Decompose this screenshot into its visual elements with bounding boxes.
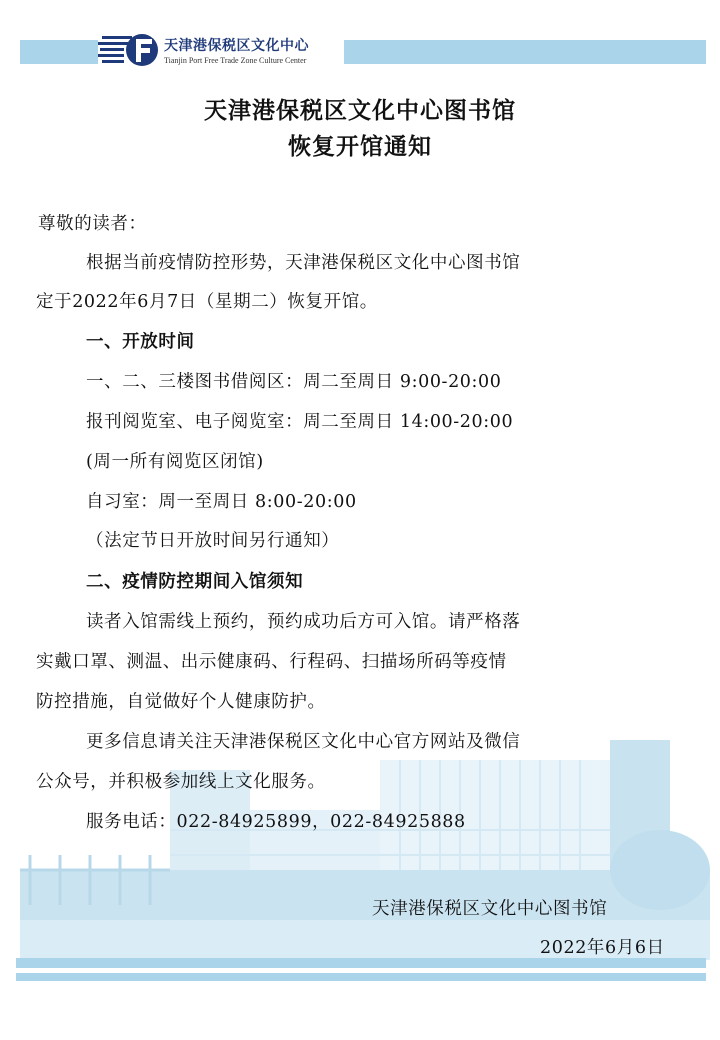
- paragraph-1-line-2: 定于2022年6月7日（星期二）恢复开馆。: [36, 292, 378, 312]
- paragraph-2-line-1: 读者入馆需线上预约，预约成功后方可入馆。请严格落: [86, 612, 521, 632]
- section-heading-entry-rules: 二、疫情防控期间入馆须知: [86, 572, 304, 592]
- paragraph-1-line-1: 根据当前疫情防控形势，天津港保税区文化中心图书馆: [86, 253, 521, 273]
- hours-holiday-note: （法定节日开放时间另行通知）: [86, 531, 340, 551]
- paragraph-2-line-3: 防控措施，自觉做好个人健康防护。: [36, 692, 326, 712]
- culture-center-logo: [96, 30, 346, 74]
- hours-study-room: 自习室：周一至周日 8:00-20:00: [86, 492, 357, 512]
- notice-subtitle: 恢复开馆通知: [288, 134, 432, 160]
- section-heading-hours: 一、开放时间: [86, 332, 195, 352]
- header-bar-right: [344, 40, 706, 64]
- signature-organization: 天津港保税区文化中心图书馆: [372, 899, 608, 919]
- service-phone: 服务电话：022-84925899，022-84925888: [86, 812, 466, 832]
- hours-lending-area: 一、二、三楼图书借阅区：周二至周日 9:00-20:00: [86, 372, 502, 392]
- greeting: 尊敬的读者：: [38, 214, 147, 234]
- culture-center-emblem-icon: [96, 30, 160, 70]
- hours-reading-rooms: 报刊阅览室、电子阅览室：周二至周日 14:00-20:00: [86, 412, 514, 432]
- logo-english-name: Tianjin Port Free Trade Zone Culture Center: [164, 56, 307, 65]
- paragraph-3-line-2: 公众号，并积极参加线上文化服务。: [36, 772, 326, 792]
- logo-chinese-name: 天津港保税区文化中心: [164, 38, 309, 54]
- header-bar-left: [20, 40, 98, 64]
- footer-bar-bottom: [16, 973, 706, 981]
- paragraph-3-line-1: 更多信息请关注天津港保税区文化中心官方网站及微信: [86, 732, 521, 752]
- signature-date: 2022年6月6日: [540, 938, 665, 958]
- building-watermark-image: [20, 720, 710, 960]
- footer-bar-top: [16, 958, 706, 968]
- hours-monday-closed: (周一所有阅览区闭馆): [86, 452, 264, 472]
- paragraph-2-line-2: 实戴口罩、测温、出示健康码、行程码、扫描场所码等疫情: [36, 652, 507, 672]
- notice-title: 天津港保税区文化中心图书馆: [204, 98, 516, 124]
